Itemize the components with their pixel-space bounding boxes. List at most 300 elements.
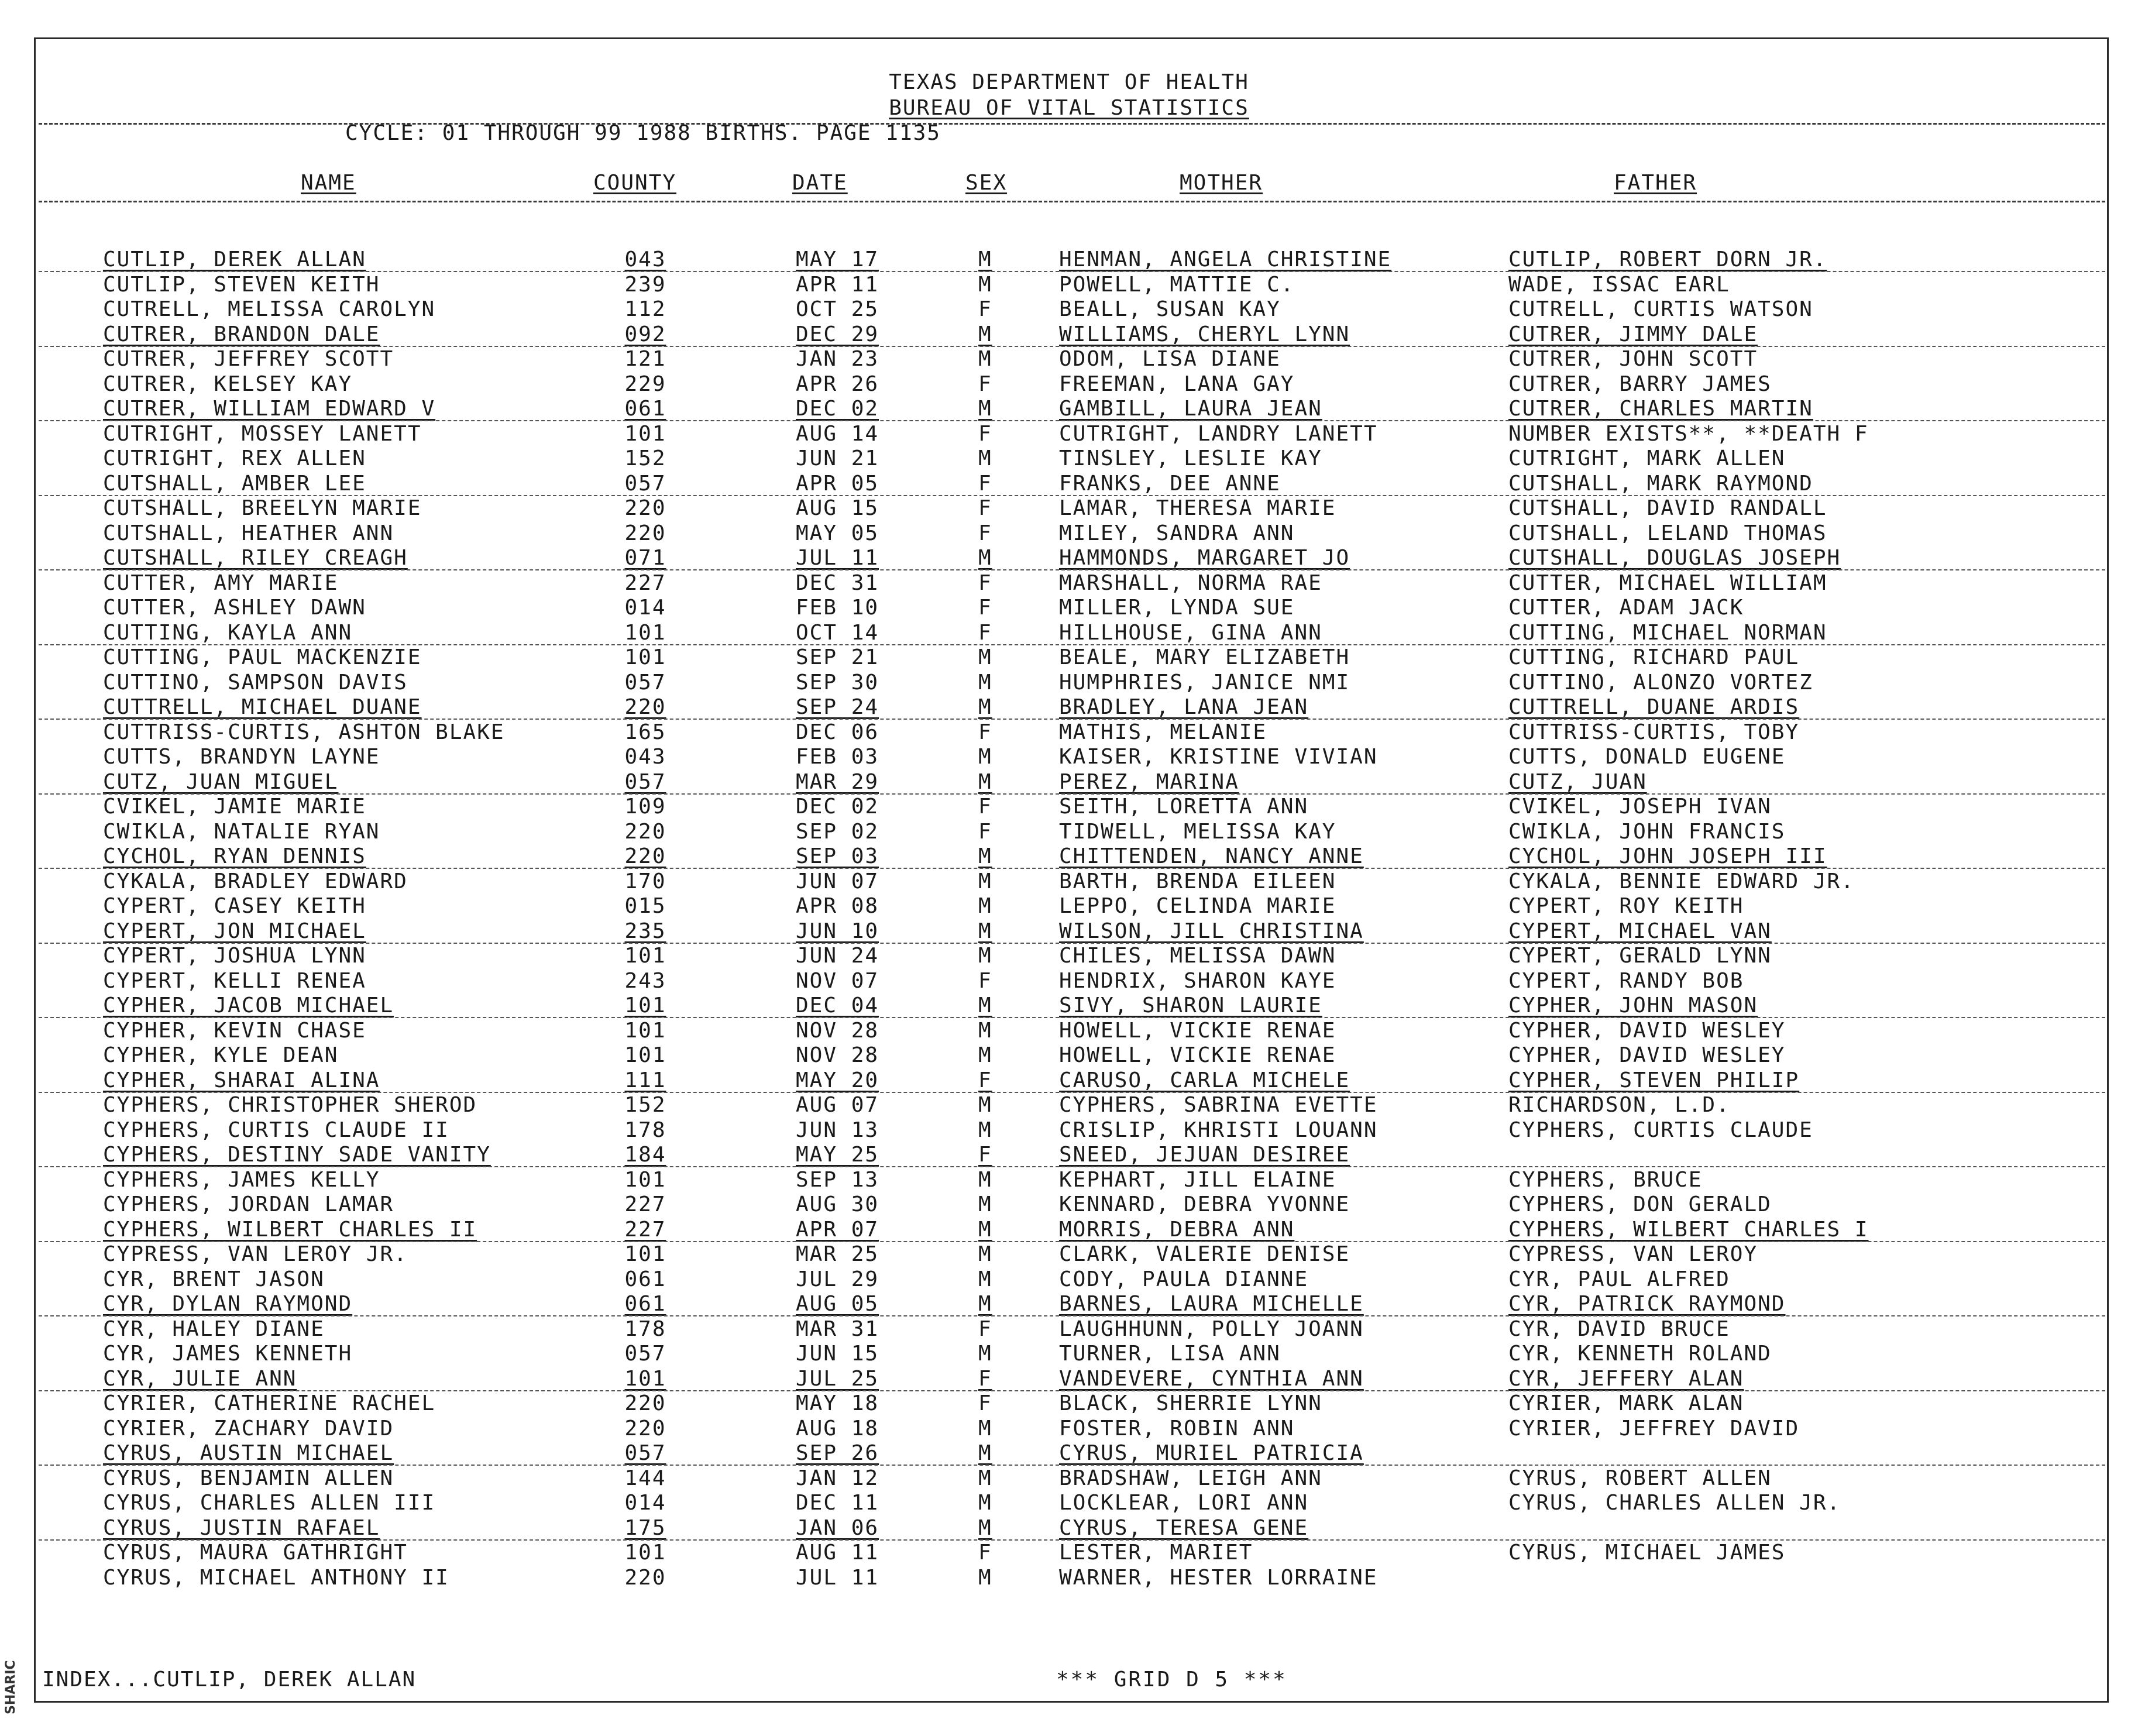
cell-name: CYPHERS, DESTINY SADE VANITY bbox=[103, 1143, 491, 1167]
cell-county: 109 bbox=[624, 795, 666, 819]
cell-county: 184 bbox=[624, 1143, 666, 1167]
cell-mother: FRANKS, DEE ANNE bbox=[1059, 471, 1281, 496]
cell-date: JUN 10 bbox=[796, 919, 879, 943]
table-row bbox=[0, 372, 2138, 397]
cell-county: 220 bbox=[624, 496, 666, 520]
cell-date: MAY 05 bbox=[796, 521, 879, 545]
cell-name: CYR, DYLAN RAYMOND bbox=[103, 1292, 353, 1316]
cell-name: CUTTINO, SAMPSON DAVIS bbox=[103, 670, 408, 695]
cell-name: CYRUS, MAURA GATHRIGHT bbox=[103, 1541, 408, 1565]
cell-father: CYRIER, JEFFREY DAVID bbox=[1508, 1416, 1800, 1441]
cell-name: CYPHERS, JORDAN LAMAR bbox=[103, 1192, 394, 1216]
cell-mother: TINSLEY, LESLIE KAY bbox=[1059, 446, 1322, 470]
cell-mother: TIDWELL, MELISSA KAY bbox=[1059, 819, 1336, 844]
table-row bbox=[0, 1491, 2138, 1515]
table-row bbox=[0, 1417, 2138, 1441]
cell-name: CYRUS, MICHAEL ANTHONY II bbox=[103, 1565, 449, 1590]
cell-county: 175 bbox=[624, 1515, 666, 1540]
table-row bbox=[0, 1218, 2138, 1242]
cell-name: CYR, BRENT JASON bbox=[103, 1267, 325, 1291]
table-row bbox=[0, 645, 2138, 670]
cell-sex: M bbox=[978, 695, 992, 719]
table-row bbox=[0, 944, 2138, 968]
cell-county: 152 bbox=[624, 1093, 666, 1117]
cell-mother: CUTRIGHT, LANDRY LANETT bbox=[1059, 421, 1378, 446]
cell-sex: F bbox=[978, 496, 992, 520]
cell-mother: CODY, PAULA DIANNE bbox=[1059, 1267, 1309, 1291]
cell-date: MAY 18 bbox=[796, 1391, 879, 1415]
cell-name: CYPHER, SHARAI ALINA bbox=[103, 1068, 380, 1092]
cell-sex: F bbox=[978, 795, 992, 819]
cell-county: 061 bbox=[624, 1267, 666, 1291]
cell-sex: M bbox=[978, 1192, 992, 1216]
cell-date: DEC 11 bbox=[796, 1491, 879, 1515]
cell-name: CYPERT, CASEY KEITH bbox=[103, 894, 366, 918]
cell-sex: F bbox=[978, 1391, 992, 1415]
cell-father: CUTTRELL, DUANE ARDIS bbox=[1508, 695, 1800, 719]
column-header-county: COUNTY bbox=[593, 171, 677, 195]
table-row bbox=[0, 546, 2138, 570]
cell-county: 178 bbox=[624, 1118, 666, 1142]
cell-county: 220 bbox=[624, 521, 666, 545]
cell-father: CYPHER, DAVID WESLEY bbox=[1508, 1018, 1786, 1043]
cell-father: CYPHER, DAVID WESLEY bbox=[1508, 1043, 1786, 1067]
cell-date: DEC 04 bbox=[796, 994, 879, 1017]
cell-sex: F bbox=[978, 1541, 992, 1565]
cell-county: 178 bbox=[624, 1316, 666, 1341]
cell-mother: FREEMAN, LANA GAY bbox=[1059, 372, 1295, 396]
table-row bbox=[0, 1143, 2138, 1167]
header-cycle: CYCLE: 01 THROUGH 99 1988 BIRTHS. PAGE 1135 bbox=[345, 121, 941, 145]
cell-father: CUTRIGHT, MARK ALLEN bbox=[1508, 446, 1786, 470]
cell-sex: M bbox=[978, 1491, 992, 1515]
table-row bbox=[0, 1541, 2138, 1565]
cell-date: JAN 23 bbox=[796, 347, 879, 371]
cell-mother: LOCKLEAR, LORI ANN bbox=[1059, 1491, 1309, 1515]
cell-name: CYRUS, JUSTIN RAFAEL bbox=[103, 1515, 380, 1540]
cell-mother: HUMPHRIES, JANICE NMI bbox=[1059, 670, 1350, 695]
cell-sex: F bbox=[978, 471, 992, 496]
cell-father: CYPHER, STEVEN PHILIP bbox=[1508, 1068, 1800, 1092]
cell-father: CYRUS, ROBERT ALLEN bbox=[1508, 1466, 1772, 1490]
table-row bbox=[0, 521, 2138, 546]
cell-mother: CHITTENDEN, NANCY ANNE bbox=[1059, 844, 1364, 868]
cell-name: CYPHERS, CURTIS CLAUDE II bbox=[103, 1118, 449, 1142]
cell-name: CYPHERS, JAMES KELLY bbox=[103, 1167, 380, 1192]
cell-name: CYPHERS, CHRISTOPHER SHEROD bbox=[103, 1093, 477, 1117]
cell-mother: SNEED, JEJUAN DESIREE bbox=[1059, 1143, 1350, 1167]
cell-date: MAR 25 bbox=[796, 1242, 879, 1266]
cell-mother: WARNER, HESTER LORRAINE bbox=[1059, 1565, 1378, 1590]
cell-name: CVIKEL, JAMIE MARIE bbox=[103, 795, 366, 819]
cell-sex: M bbox=[978, 1466, 992, 1490]
cell-county: 092 bbox=[624, 322, 666, 346]
table-row bbox=[0, 969, 2138, 994]
cell-name: CUTRIGHT, MOSSEY LANETT bbox=[103, 421, 422, 446]
table-row bbox=[0, 422, 2138, 446]
cell-county: 165 bbox=[624, 720, 666, 744]
cell-name: CUTSHALL, AMBER LEE bbox=[103, 471, 366, 496]
cell-date: MAY 25 bbox=[796, 1143, 879, 1167]
table-row bbox=[0, 1367, 2138, 1391]
cell-father: CYPHERS, CURTIS CLAUDE bbox=[1508, 1118, 1813, 1142]
cell-sex: M bbox=[978, 1441, 992, 1465]
cell-sex: M bbox=[978, 272, 992, 297]
cell-sex: F bbox=[978, 968, 992, 993]
cell-name: CUTRER, JEFFREY SCOTT bbox=[103, 347, 394, 371]
cell-name: CUTTRISS-CURTIS, ASHTON BLAKE bbox=[103, 720, 505, 744]
cell-sex: F bbox=[978, 1366, 992, 1391]
table-row bbox=[0, 1168, 2138, 1192]
cell-father: CUTTER, MICHAEL WILLIAM bbox=[1508, 570, 1827, 595]
column-header-date: DATE bbox=[792, 171, 848, 195]
cell-name: CUTSHALL, HEATHER ANN bbox=[103, 521, 394, 545]
cell-mother: VANDEVERE, CYNTHIA ANN bbox=[1059, 1366, 1364, 1391]
cell-father: CVIKEL, JOSEPH IVAN bbox=[1508, 795, 1772, 819]
cell-name: CUTTER, AMY MARIE bbox=[103, 570, 339, 595]
cell-father: CUTRER, JIMMY DALE bbox=[1508, 322, 1758, 346]
cell-sex: F bbox=[978, 596, 992, 620]
cell-sex: M bbox=[978, 1093, 992, 1117]
cell-county: 101 bbox=[624, 421, 666, 446]
cell-date: JUN 24 bbox=[796, 944, 879, 968]
cell-name: CUTRER, BRANDON DALE bbox=[103, 322, 380, 346]
cell-sex: M bbox=[978, 919, 992, 943]
cell-sex: F bbox=[978, 570, 992, 595]
table-row bbox=[0, 869, 2138, 894]
cell-name: CYRIER, ZACHARY DAVID bbox=[103, 1416, 394, 1441]
cell-county: 057 bbox=[624, 471, 666, 496]
cell-mother: CARUSO, CARLA MICHELE bbox=[1059, 1068, 1350, 1092]
cell-county: 227 bbox=[624, 1217, 666, 1242]
cell-county: 220 bbox=[624, 1565, 666, 1590]
cell-sex: M bbox=[978, 994, 992, 1017]
cell-sex: M bbox=[978, 1292, 992, 1316]
cell-mother: BEALE, MARY ELIZABETH bbox=[1059, 645, 1350, 669]
cell-date: OCT 14 bbox=[796, 620, 879, 645]
cell-mother: HENDRIX, SHARON KAYE bbox=[1059, 968, 1336, 993]
cell-mother: CLARK, VALERIE DENISE bbox=[1059, 1242, 1350, 1266]
cell-sex: M bbox=[978, 446, 992, 470]
cell-father: CUTTINO, ALONZO VORTEZ bbox=[1508, 670, 1813, 695]
table-row bbox=[0, 322, 2138, 347]
cell-father: CUTLIP, ROBERT DORN JR. bbox=[1508, 247, 1827, 271]
cell-date: JUN 15 bbox=[796, 1342, 879, 1366]
cell-county: 061 bbox=[624, 1292, 666, 1316]
cell-county: 014 bbox=[624, 1491, 666, 1515]
cell-sex: M bbox=[978, 347, 992, 371]
table-row bbox=[0, 1292, 2138, 1316]
cell-sex: F bbox=[978, 297, 992, 321]
cell-date: AUG 15 bbox=[796, 496, 879, 520]
table-row bbox=[0, 994, 2138, 1018]
cell-date: JUL 11 bbox=[796, 546, 879, 570]
cell-sex: F bbox=[978, 720, 992, 744]
cell-county: 101 bbox=[624, 1167, 666, 1192]
cell-sex: M bbox=[978, 894, 992, 918]
cell-father: RICHARDSON, L.D. bbox=[1508, 1093, 1730, 1117]
cell-sex: F bbox=[978, 1143, 992, 1167]
cell-mother: KENNARD, DEBRA YVONNE bbox=[1059, 1192, 1350, 1216]
footer-index: INDEX...CUTLIP, DEREK ALLAN bbox=[42, 1668, 417, 1692]
cell-mother: BARNES, LAURA MICHELLE bbox=[1059, 1292, 1364, 1316]
cell-date: JUL 29 bbox=[796, 1267, 879, 1291]
cell-county: 227 bbox=[624, 1192, 666, 1216]
cell-county: 220 bbox=[624, 695, 666, 719]
cell-father: CYPERT, GERALD LYNN bbox=[1508, 944, 1772, 968]
table-row bbox=[0, 571, 2138, 596]
cell-sex: M bbox=[978, 1515, 992, 1540]
cell-mother: KAISER, KRISTINE VIVIAN bbox=[1059, 745, 1378, 769]
cell-county: 121 bbox=[624, 347, 666, 371]
cell-name: CYPHER, KEVIN CHASE bbox=[103, 1018, 366, 1043]
cell-sex: M bbox=[978, 1043, 992, 1067]
cell-date: NOV 28 bbox=[796, 1043, 879, 1067]
cell-county: 220 bbox=[624, 1391, 666, 1415]
cell-county: 101 bbox=[624, 1242, 666, 1266]
cell-sex: M bbox=[978, 844, 992, 868]
cell-sex: M bbox=[978, 322, 992, 346]
cell-mother: MATHIS, MELANIE bbox=[1059, 720, 1267, 744]
cell-name: CYCHOL, RYAN DENNIS bbox=[103, 844, 366, 868]
cell-date: AUG 14 bbox=[796, 421, 879, 446]
cell-mother: ODOM, LISA DIANE bbox=[1059, 347, 1281, 371]
cell-father: CYR, KENNETH ROLAND bbox=[1508, 1342, 1772, 1366]
cell-sex: M bbox=[978, 247, 992, 271]
table-row bbox=[0, 596, 2138, 620]
cell-sex: M bbox=[978, 670, 992, 695]
table-row bbox=[0, 1118, 2138, 1143]
cell-mother: MARSHALL, NORMA RAE bbox=[1059, 570, 1322, 595]
cell-father: CUTZ, JUAN bbox=[1508, 769, 1647, 794]
cell-county: 015 bbox=[624, 894, 666, 918]
table-row bbox=[0, 795, 2138, 819]
cell-name: CYPERT, JON MICHAEL bbox=[103, 919, 366, 943]
cell-sex: F bbox=[978, 521, 992, 545]
cell-sex: M bbox=[978, 1217, 992, 1242]
cell-mother: HOWELL, VICKIE RENAE bbox=[1059, 1018, 1336, 1043]
header-department: TEXAS DEPARTMENT OF HEALTH bbox=[889, 70, 1249, 94]
cell-county: 101 bbox=[624, 994, 666, 1017]
table-row bbox=[0, 844, 2138, 869]
cell-date: OCT 25 bbox=[796, 297, 879, 321]
cell-date: DEC 29 bbox=[796, 322, 879, 346]
table-row bbox=[0, 1466, 2138, 1491]
column-header-mother: MOTHER bbox=[1180, 171, 1263, 195]
cell-father: CYPERT, MICHAEL VAN bbox=[1508, 919, 1772, 943]
cell-father: CYPERT, ROY KEITH bbox=[1508, 894, 1744, 918]
table-row bbox=[0, 1391, 2138, 1416]
side-label: SHARIC bbox=[4, 1660, 18, 1714]
table-row bbox=[0, 297, 2138, 322]
table-row bbox=[0, 1267, 2138, 1292]
cell-sex: F bbox=[978, 819, 992, 844]
cell-mother: MILLER, LYNDA SUE bbox=[1059, 596, 1295, 620]
cell-county: 061 bbox=[624, 397, 666, 421]
cell-county: 220 bbox=[624, 1416, 666, 1441]
cell-county: 043 bbox=[624, 745, 666, 769]
cell-date: DEC 06 bbox=[796, 720, 879, 744]
table-row bbox=[0, 247, 2138, 272]
cell-father: CUTRER, CHARLES MARTIN bbox=[1508, 397, 1813, 421]
cell-mother: CHILES, MELISSA DAWN bbox=[1059, 944, 1336, 968]
cell-father: CUTTER, ADAM JACK bbox=[1508, 596, 1744, 620]
cell-father: WADE, ISSAC EARL bbox=[1508, 272, 1730, 297]
table-row bbox=[0, 894, 2138, 919]
cell-mother: SIVY, SHARON LAURIE bbox=[1059, 994, 1322, 1017]
cell-mother: PEREZ, MARINA bbox=[1059, 769, 1239, 794]
cell-county: 101 bbox=[624, 645, 666, 669]
cell-father: CUTTING, MICHAEL NORMAN bbox=[1508, 620, 1827, 645]
cell-date: SEP 24 bbox=[796, 695, 879, 719]
cell-date: AUG 18 bbox=[796, 1416, 879, 1441]
cell-county: 243 bbox=[624, 968, 666, 993]
cell-county: 227 bbox=[624, 570, 666, 595]
cell-name: CUTTRELL, MICHAEL DUANE bbox=[103, 695, 422, 719]
cell-name: CUTLIP, STEVEN KEITH bbox=[103, 272, 380, 297]
table-row bbox=[0, 1192, 2138, 1217]
cell-county: 229 bbox=[624, 372, 666, 396]
cell-mother: CYRUS, MURIEL PATRICIA bbox=[1059, 1441, 1364, 1465]
cell-date: JUL 25 bbox=[796, 1366, 879, 1391]
cell-name: CYPRESS, VAN LEROY JR. bbox=[103, 1242, 408, 1266]
cell-sex: M bbox=[978, 869, 992, 893]
cell-father: CYKALA, BENNIE EDWARD JR. bbox=[1508, 869, 1855, 893]
cell-date: MAY 20 bbox=[796, 1068, 879, 1092]
cell-mother: MILEY, SANDRA ANN bbox=[1059, 521, 1295, 545]
cell-father: CUTRER, BARRY JAMES bbox=[1508, 372, 1772, 396]
cell-date: APR 11 bbox=[796, 272, 879, 297]
cell-mother: HOWELL, VICKIE RENAE bbox=[1059, 1043, 1336, 1067]
cell-name: CYPHER, JACOB MICHAEL bbox=[103, 994, 394, 1017]
cell-name: CYRUS, AUSTIN MICHAEL bbox=[103, 1441, 394, 1465]
cell-father: CYRIER, MARK ALAN bbox=[1508, 1391, 1744, 1415]
cell-father: CUTRER, JOHN SCOTT bbox=[1508, 347, 1758, 371]
table-row bbox=[0, 919, 2138, 944]
cell-sex: M bbox=[978, 397, 992, 421]
cell-mother: CRISLIP, KHRISTI LOUANN bbox=[1059, 1118, 1378, 1142]
cell-father: CYPHERS, DON GERALD bbox=[1508, 1192, 1772, 1216]
table-row bbox=[0, 770, 2138, 795]
cell-mother: KEPHART, JILL ELAINE bbox=[1059, 1167, 1336, 1192]
cell-county: 101 bbox=[624, 944, 666, 968]
cell-date: SEP 30 bbox=[796, 670, 879, 695]
cell-mother: LAUGHHUNN, POLLY JOANN bbox=[1059, 1316, 1364, 1341]
cell-mother: SEITH, LORETTA ANN bbox=[1059, 795, 1309, 819]
cell-date: MAR 31 bbox=[796, 1316, 879, 1341]
table-row bbox=[0, 397, 2138, 421]
cell-date: APR 08 bbox=[796, 894, 879, 918]
cell-sex: M bbox=[978, 1167, 992, 1192]
cell-name: CYRIER, CATHERINE RACHEL bbox=[103, 1391, 436, 1415]
cell-name: CYR, HALEY DIANE bbox=[103, 1316, 325, 1341]
table-row bbox=[0, 1093, 2138, 1118]
cell-date: AUG 05 bbox=[796, 1292, 879, 1316]
cell-father: CYR, DAVID BRUCE bbox=[1508, 1316, 1730, 1341]
cell-date: FEB 03 bbox=[796, 745, 879, 769]
cell-date: SEP 03 bbox=[796, 844, 879, 868]
cell-name: CUTLIP, DEREK ALLAN bbox=[103, 247, 366, 271]
cell-sex: M bbox=[978, 1242, 992, 1266]
cell-name: CYPERT, JOSHUA LYNN bbox=[103, 944, 366, 968]
cell-county: 112 bbox=[624, 297, 666, 321]
cell-county: 144 bbox=[624, 1466, 666, 1490]
cell-county: 057 bbox=[624, 670, 666, 695]
cell-sex: M bbox=[978, 546, 992, 570]
cell-father: CYCHOL, JOHN JOSEPH III bbox=[1508, 844, 1827, 868]
cell-county: 101 bbox=[624, 620, 666, 645]
table-row bbox=[0, 446, 2138, 471]
cell-mother: CYRUS, TERESA GENE bbox=[1059, 1515, 1309, 1540]
cell-name: CUTRER, WILLIAM EDWARD V bbox=[103, 397, 436, 421]
cell-father: CUTSHALL, MARK RAYMOND bbox=[1508, 471, 1813, 496]
cell-name: CUTTING, KAYLA ANN bbox=[103, 620, 353, 645]
cell-father: CYR, PATRICK RAYMOND bbox=[1508, 1292, 1786, 1316]
cell-father: CYPERT, RANDY BOB bbox=[1508, 968, 1744, 993]
cell-mother: BRADSHAW, LEIGH ANN bbox=[1059, 1466, 1322, 1490]
cell-name: CYRUS, CHARLES ALLEN III bbox=[103, 1491, 436, 1515]
cell-date: NOV 28 bbox=[796, 1018, 879, 1043]
cell-name: CUTSHALL, RILEY CREAGH bbox=[103, 546, 408, 570]
cell-county: 014 bbox=[624, 596, 666, 620]
cell-county: 057 bbox=[624, 1441, 666, 1465]
cell-date: APR 05 bbox=[796, 471, 879, 496]
cell-name: CUTSHALL, BREELYN MARIE bbox=[103, 496, 422, 520]
cell-father: CWIKLA, JOHN FRANCIS bbox=[1508, 819, 1786, 844]
cell-county: 101 bbox=[624, 1366, 666, 1391]
cell-mother: GAMBILL, LAURA JEAN bbox=[1059, 397, 1322, 421]
cell-father: CYPHER, JOHN MASON bbox=[1508, 994, 1758, 1017]
table-row bbox=[0, 745, 2138, 769]
cell-date: AUG 30 bbox=[796, 1192, 879, 1216]
cell-date: SEP 13 bbox=[796, 1167, 879, 1192]
cell-date: SEP 26 bbox=[796, 1441, 879, 1465]
cell-father: CYR, PAUL ALFRED bbox=[1508, 1267, 1730, 1291]
cell-county: 111 bbox=[624, 1068, 666, 1092]
cell-father: CUTSHALL, LELAND THOMAS bbox=[1508, 521, 1827, 545]
cell-father: CUTSHALL, DAVID RANDALL bbox=[1508, 496, 1827, 520]
cell-father: CYPHERS, BRUCE bbox=[1508, 1167, 1703, 1192]
cell-date: JAN 12 bbox=[796, 1466, 879, 1490]
column-header-father: FATHER bbox=[1614, 171, 1697, 195]
table-row bbox=[0, 1566, 2138, 1590]
footer-grid: *** GRID D 5 *** bbox=[1056, 1668, 1287, 1692]
cell-name: CUTZ, JUAN MIGUEL bbox=[103, 769, 339, 794]
column-header-name: NAME bbox=[301, 171, 356, 195]
cell-mother: MORRIS, DEBRA ANN bbox=[1059, 1217, 1295, 1242]
cell-sex: M bbox=[978, 645, 992, 669]
cell-county: 057 bbox=[624, 1342, 666, 1366]
cell-name: CYPHERS, WILBERT CHARLES II bbox=[103, 1217, 477, 1242]
table-row bbox=[0, 1317, 2138, 1342]
cell-sex: F bbox=[978, 421, 992, 446]
cell-date: FEB 10 bbox=[796, 596, 879, 620]
cell-sex: M bbox=[978, 769, 992, 794]
table-row bbox=[0, 472, 2138, 496]
cell-date: JUL 11 bbox=[796, 1565, 879, 1590]
table-row bbox=[0, 347, 2138, 372]
cell-date: APR 26 bbox=[796, 372, 879, 396]
cell-mother: CYPHERS, SABRINA EVETTE bbox=[1059, 1093, 1378, 1117]
cell-father: CUTTRISS-CURTIS, TOBY bbox=[1508, 720, 1800, 744]
cell-date: JUN 21 bbox=[796, 446, 879, 470]
cell-county: 152 bbox=[624, 446, 666, 470]
cell-mother: HILLHOUSE, GINA ANN bbox=[1059, 620, 1322, 645]
cell-date: JUN 07 bbox=[796, 869, 879, 893]
table-row bbox=[0, 1043, 2138, 1068]
cell-father: CUTSHALL, DOUGLAS JOSEPH bbox=[1508, 546, 1841, 570]
cell-date: APR 07 bbox=[796, 1217, 879, 1242]
